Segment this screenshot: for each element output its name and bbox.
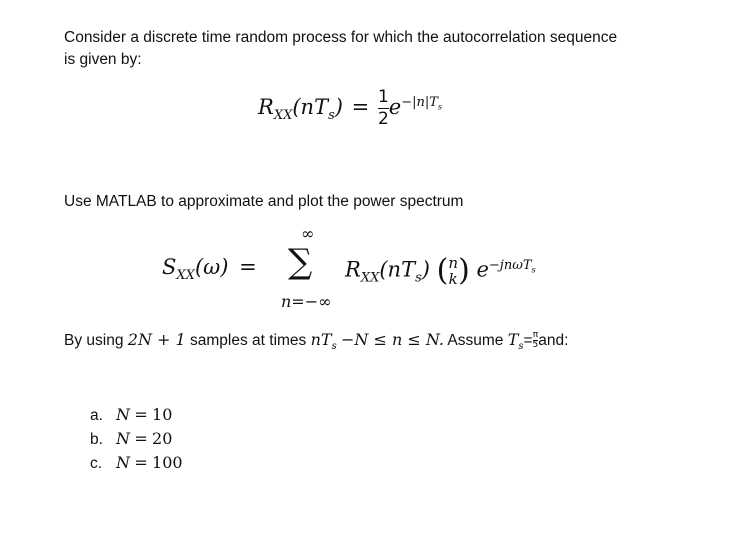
eq2-R-subscript: XX (360, 270, 380, 286)
case-variable: N (116, 405, 130, 424)
summation-symbol: ∑ (288, 242, 313, 282)
case-label: b. (90, 431, 103, 448)
eq1-R-subscript: XX (273, 108, 293, 124)
eq1-exponent: −|n|T (401, 95, 438, 110)
samples-expr-nt-subscript: s (331, 341, 337, 353)
samples-frac-denominator: 5 (532, 340, 539, 351)
samples-expr-nt: nT (310, 330, 332, 349)
case-label: a. (90, 407, 103, 424)
case-equals: = (134, 453, 148, 472)
eq2-rhs (345, 255, 536, 287)
eq1-argument-subscript: s (328, 108, 335, 124)
autocorrelation-equation (258, 88, 442, 129)
eq2-R-argument: (nT (379, 257, 416, 282)
list-item (90, 429, 183, 453)
samples-equals: = (523, 332, 533, 349)
case-label: c. (90, 455, 103, 472)
eq1-fraction (378, 88, 389, 129)
intro-text (64, 29, 617, 69)
eq2-exponent-subscript: s (531, 265, 536, 275)
intro-line-1: Consider a discrete time random process for which the autocorrelation sequence (64, 29, 618, 46)
eq2-S: S (162, 255, 177, 279)
sum-upper-limit: ∞ (301, 224, 315, 243)
eq2-R: R (345, 257, 361, 282)
eq2-argument: (ω) (194, 255, 229, 279)
eq1-base: e (388, 95, 402, 119)
sum-lower-limit: n=−∞ (281, 292, 332, 311)
samples-period: . (438, 330, 444, 349)
samples-frac-numerator: π (532, 330, 539, 341)
case-value: 100 (152, 453, 183, 472)
samples-ts: T (507, 330, 519, 349)
eq1-argument: (nT (292, 95, 329, 119)
case-value: 20 (152, 429, 173, 448)
samples-fraction (533, 331, 539, 350)
case-variable: N (116, 453, 130, 472)
power-spectrum-equation (0, 220, 729, 320)
list-item (90, 453, 183, 477)
eq1-R: R (258, 95, 274, 119)
binom-left-paren: ( (436, 253, 449, 288)
eq1-close-paren: ) (334, 95, 343, 119)
eq1-frac-denominator: 2 (377, 109, 389, 129)
binom-right-paren: ) (458, 253, 470, 288)
samples-assume: Assume (447, 332, 504, 349)
case-equals: = (134, 429, 148, 448)
eq1-equals: = (351, 95, 370, 119)
binom-bottom: k (448, 270, 458, 288)
samples-prefix: By using (64, 332, 124, 349)
cases-list (90, 405, 183, 477)
eq2-equals: = (239, 255, 257, 279)
eq2-base: e (476, 257, 489, 282)
samples-middle: samples at times (190, 332, 307, 349)
intro-line-2: is given by: (64, 51, 142, 68)
binom-top: n (448, 254, 459, 272)
case-value: 10 (152, 405, 173, 424)
case-equals: = (134, 405, 148, 424)
samples-text (64, 330, 568, 352)
samples-expr-2n1: 2N + 1 (127, 330, 186, 349)
samples-ts-subscript: s (518, 341, 524, 353)
eq2-R-close-paren: ) (421, 257, 430, 282)
list-item (90, 405, 183, 429)
eq1-exponent-subscript: s (437, 102, 443, 112)
binomial (448, 255, 458, 287)
eq2-lhs (162, 255, 257, 283)
samples-range: −N ≤ n ≤ N (341, 330, 439, 349)
instruction-text: Use MATLAB to approximate and plot the power spectrum (64, 193, 464, 210)
eq1-frac-numerator: 1 (377, 87, 389, 107)
samples-suffix: and: (538, 332, 569, 349)
case-variable: N (116, 429, 130, 448)
eq2-exponent: −jnωT (488, 257, 532, 273)
eq2-S-subscript: XX (176, 268, 195, 284)
eq2-R-argument-subscript: s (415, 270, 422, 286)
